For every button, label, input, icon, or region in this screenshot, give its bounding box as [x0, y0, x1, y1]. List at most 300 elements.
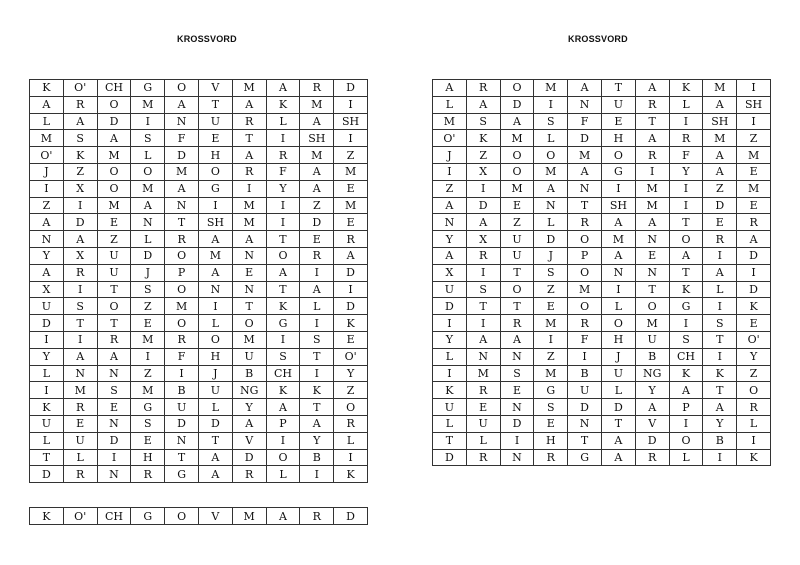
strip-cell: D	[334, 508, 368, 525]
grid-cell: J	[534, 247, 568, 264]
grid-cell: X	[30, 281, 64, 298]
grid-cell: T	[466, 298, 500, 315]
grid-cell: D	[334, 264, 368, 281]
grid-cell: A	[500, 113, 534, 130]
grid-cell: N	[635, 264, 669, 281]
grid-cell: A	[635, 80, 669, 97]
grid-cell: I	[534, 331, 568, 348]
grid-cell: Y	[232, 399, 266, 416]
grid-cell: NG	[232, 382, 266, 399]
grid-cell: I	[669, 415, 703, 432]
strip-cell: K	[30, 508, 64, 525]
grid-row	[433, 180, 771, 197]
grid-cell: E	[131, 432, 165, 449]
grid-cell: A	[300, 163, 334, 180]
grid-cell: I	[97, 449, 131, 466]
grid-row	[433, 130, 771, 147]
grid-cell: E	[97, 399, 131, 416]
grid-cell: N	[63, 365, 97, 382]
grid-cell: S	[300, 331, 334, 348]
grid-cell: O	[601, 315, 635, 332]
grid-cell: A	[198, 264, 232, 281]
grid-cell: U	[232, 348, 266, 365]
grid-cell: A	[232, 231, 266, 248]
grid-cell: O	[97, 163, 131, 180]
grid-cell: M	[30, 130, 64, 147]
grid-cell: R	[97, 331, 131, 348]
grid-cell: G	[568, 449, 602, 466]
grid-cell: M	[737, 180, 771, 197]
grid-cell: A	[30, 96, 64, 113]
grid-cell: R	[300, 247, 334, 264]
grid-cell: S	[131, 415, 165, 432]
grid-cell: O	[500, 163, 534, 180]
grid-cell: T	[568, 432, 602, 449]
grid-cell: T	[635, 113, 669, 130]
grid-cell: D	[466, 197, 500, 214]
grid-cell: J	[198, 365, 232, 382]
grid-cell: N	[198, 281, 232, 298]
grid-cell: N	[500, 348, 534, 365]
grid-cell: L	[601, 382, 635, 399]
grid-cell: E	[63, 415, 97, 432]
grid-cell: P	[165, 264, 199, 281]
grid-cell: L	[433, 415, 467, 432]
strip-row	[30, 508, 368, 525]
grid-cell: N	[30, 231, 64, 248]
grid-cell: I	[433, 365, 467, 382]
grid-cell: I	[737, 264, 771, 281]
grid-cell: K	[669, 281, 703, 298]
grid-cell: R	[534, 449, 568, 466]
grid-cell: R	[63, 466, 97, 483]
grid-cell: D	[198, 415, 232, 432]
grid-cell: M	[433, 113, 467, 130]
grid-cell: M	[635, 180, 669, 197]
grid-cell: I	[703, 449, 737, 466]
grid-cell: N	[601, 264, 635, 281]
grid-cell: E	[500, 197, 534, 214]
grid-row	[30, 80, 368, 97]
grid-cell: Z	[466, 147, 500, 164]
grid-cell: S	[534, 399, 568, 416]
grid-cell: I	[198, 298, 232, 315]
grid-cell: O	[334, 399, 368, 416]
grid-cell: M	[737, 147, 771, 164]
grid-cell: M	[534, 365, 568, 382]
grid-cell: O	[601, 147, 635, 164]
grid-cell: O	[669, 231, 703, 248]
grid-cell: N	[232, 281, 266, 298]
grid-cell: L	[266, 466, 300, 483]
grid-cell: L	[534, 214, 568, 231]
grid-cell: SH	[737, 96, 771, 113]
grid-cell: A	[601, 432, 635, 449]
grid-cell: I	[334, 96, 368, 113]
grid-cell: I	[131, 113, 165, 130]
grid-cell: SH	[601, 197, 635, 214]
grid-cell: E	[334, 214, 368, 231]
grid-cell: O	[500, 147, 534, 164]
grid-cell: M	[635, 315, 669, 332]
strip-cell: M	[232, 508, 266, 525]
grid-cell: I	[669, 315, 703, 332]
grid-cell: L	[737, 415, 771, 432]
grid-cell: A	[703, 147, 737, 164]
grid-row	[30, 466, 368, 483]
grid-cell: T	[232, 130, 266, 147]
grid-cell: L	[601, 298, 635, 315]
grid-cell: R	[466, 247, 500, 264]
grid-cell: B	[300, 449, 334, 466]
grid-row	[30, 264, 368, 281]
grid-cell: L	[30, 113, 64, 130]
grid-cell: R	[63, 96, 97, 113]
grid-cell: A	[703, 163, 737, 180]
grid-cell: M	[300, 96, 334, 113]
grid-cell: O	[97, 180, 131, 197]
grid-cell: T	[500, 264, 534, 281]
grid-cell: N	[97, 466, 131, 483]
grid-cell: T	[669, 264, 703, 281]
grid-row	[433, 163, 771, 180]
grid-cell: M	[703, 130, 737, 147]
grid-cell: R	[300, 80, 334, 97]
grid-cell: A	[635, 399, 669, 416]
grid-cell: R	[334, 231, 368, 248]
grid-cell: T	[300, 348, 334, 365]
grid-cell: O	[568, 231, 602, 248]
grid-cell: A	[165, 180, 199, 197]
grid-cell: I	[334, 281, 368, 298]
grid-cell: I	[669, 180, 703, 197]
grid-cell: O	[198, 163, 232, 180]
grid-cell: G	[601, 163, 635, 180]
grid-row	[30, 331, 368, 348]
grid-cell: A	[63, 231, 97, 248]
grid-cell: I	[266, 197, 300, 214]
grid-cell: J	[433, 147, 467, 164]
grid-cell: Z	[534, 281, 568, 298]
grid-row	[433, 415, 771, 432]
grid-cell: M	[232, 197, 266, 214]
left-puzzle-title: KROSSVORD	[177, 34, 237, 44]
grid-cell: R	[635, 147, 669, 164]
strip-cell: V	[198, 508, 232, 525]
grid-cell: U	[466, 415, 500, 432]
grid-cell: I	[334, 130, 368, 147]
grid-cell: X	[63, 180, 97, 197]
grid-cell: F	[165, 130, 199, 147]
grid-cell: A	[703, 96, 737, 113]
strip-cell: R	[300, 508, 334, 525]
grid-cell: N	[165, 432, 199, 449]
grid-cell: O	[635, 298, 669, 315]
grid-cell: A	[300, 113, 334, 130]
grid-cell: L	[669, 96, 703, 113]
grid-cell: O'	[737, 331, 771, 348]
grid-cell: E	[334, 331, 368, 348]
grid-cell: U	[30, 298, 64, 315]
grid-cell: O	[568, 298, 602, 315]
grid-cell: A	[635, 214, 669, 231]
grid-cell: K	[737, 298, 771, 315]
grid-cell: I	[266, 130, 300, 147]
grid-cell: O	[500, 281, 534, 298]
grid-cell: M	[63, 382, 97, 399]
grid-cell: O	[534, 147, 568, 164]
grid-cell: R	[737, 214, 771, 231]
grid-cell: A	[198, 466, 232, 483]
grid-cell: E	[703, 214, 737, 231]
grid-cell: M	[703, 80, 737, 97]
grid-cell: I	[534, 96, 568, 113]
grid-cell: L	[466, 432, 500, 449]
grid-cell: A	[300, 180, 334, 197]
grid-cell: R	[334, 415, 368, 432]
grid-cell: D	[568, 399, 602, 416]
grid-cell: U	[568, 382, 602, 399]
grid-cell: D	[433, 449, 467, 466]
grid-row	[433, 113, 771, 130]
grid-cell: R	[737, 399, 771, 416]
grid-cell: A	[635, 130, 669, 147]
grid-cell: N	[165, 113, 199, 130]
grid-cell: T	[198, 432, 232, 449]
grid-cell: I	[63, 281, 97, 298]
grid-cell: B	[165, 382, 199, 399]
grid-cell: E	[198, 130, 232, 147]
grid-cell: M	[97, 197, 131, 214]
grid-cell: M	[300, 147, 334, 164]
grid-cell: U	[97, 247, 131, 264]
grid-row	[433, 315, 771, 332]
grid-cell: M	[334, 197, 368, 214]
grid-cell: CH	[266, 365, 300, 382]
grid-cell: D	[232, 449, 266, 466]
grid-cell: N	[433, 214, 467, 231]
grid-cell: J	[30, 163, 64, 180]
grid-cell: K	[737, 449, 771, 466]
grid-cell: G	[165, 466, 199, 483]
grid-row	[433, 231, 771, 248]
grid-row	[30, 197, 368, 214]
grid-cell: N	[97, 415, 131, 432]
grid-cell: A	[30, 264, 64, 281]
grid-cell: I	[266, 432, 300, 449]
grid-cell: O	[165, 247, 199, 264]
grid-cell: Z	[131, 365, 165, 382]
grid-cell: N	[500, 449, 534, 466]
grid-cell: A	[669, 382, 703, 399]
grid-cell: A	[198, 449, 232, 466]
grid-cell: O	[198, 331, 232, 348]
grid-cell: R	[635, 96, 669, 113]
grid-row	[30, 348, 368, 365]
grid-cell: K	[669, 365, 703, 382]
grid-cell: Z	[500, 214, 534, 231]
grid-row	[30, 399, 368, 416]
grid-cell: N	[131, 214, 165, 231]
strip-cell: G	[131, 508, 165, 525]
right-puzzle-title: KROSSVORD	[568, 34, 628, 44]
grid-cell: E	[534, 298, 568, 315]
grid-cell: SH	[703, 113, 737, 130]
grid-cell: S	[131, 130, 165, 147]
grid-cell: M	[165, 298, 199, 315]
grid-cell: O'	[63, 80, 97, 97]
grid-row	[433, 348, 771, 365]
grid-cell: I	[433, 315, 467, 332]
grid-row	[433, 214, 771, 231]
bottom-letter-strip	[29, 507, 368, 525]
grid-cell: S	[466, 113, 500, 130]
grid-cell: D	[300, 214, 334, 231]
grid-cell: D	[703, 197, 737, 214]
grid-cell: T	[433, 432, 467, 449]
grid-cell: E	[466, 399, 500, 416]
grid-cell: D	[737, 281, 771, 298]
grid-cell: SH	[300, 130, 334, 147]
grid-cell: R	[568, 214, 602, 231]
grid-cell: G	[669, 298, 703, 315]
grid-cell: D	[737, 247, 771, 264]
grid-row	[433, 365, 771, 382]
grid-cell: R	[232, 163, 266, 180]
grid-cell: NG	[635, 365, 669, 382]
grid-cell: N	[232, 247, 266, 264]
grid-row	[30, 432, 368, 449]
grid-cell: X	[466, 231, 500, 248]
grid-cell: E	[737, 163, 771, 180]
grid-cell: M	[568, 147, 602, 164]
grid-cell: S	[669, 331, 703, 348]
grid-cell: G	[534, 382, 568, 399]
grid-cell: D	[165, 415, 199, 432]
grid-cell: Y	[30, 348, 64, 365]
grid-cell: O	[568, 264, 602, 281]
grid-cell: L	[433, 96, 467, 113]
grid-cell: I	[300, 264, 334, 281]
grid-cell: N	[635, 231, 669, 248]
grid-row	[30, 130, 368, 147]
grid-cell: CH	[669, 348, 703, 365]
grid-cell: E	[232, 264, 266, 281]
grid-cell: I	[466, 180, 500, 197]
grid-cell: S	[63, 298, 97, 315]
grid-cell: L	[198, 315, 232, 332]
grid-row	[30, 231, 368, 248]
grid-cell: H	[601, 130, 635, 147]
grid-cell: D	[534, 231, 568, 248]
grid-cell: U	[433, 281, 467, 298]
grid-cell: R	[63, 264, 97, 281]
grid-cell: Y	[433, 231, 467, 248]
grid-cell: X	[466, 163, 500, 180]
grid-cell: A	[97, 130, 131, 147]
grid-cell: I	[300, 365, 334, 382]
grid-cell: T	[703, 331, 737, 348]
grid-cell: Y	[30, 247, 64, 264]
grid-row	[433, 449, 771, 466]
grid-cell: M	[131, 180, 165, 197]
grid-cell: I	[568, 348, 602, 365]
grid-cell: O	[165, 80, 199, 97]
grid-cell: I	[737, 113, 771, 130]
grid-cell: I	[266, 331, 300, 348]
grid-cell: K	[466, 130, 500, 147]
grid-cell: T	[232, 298, 266, 315]
grid-cell: F	[266, 163, 300, 180]
grid-cell: F	[165, 348, 199, 365]
grid-cell: A	[568, 163, 602, 180]
grid-cell: Z	[334, 147, 368, 164]
grid-cell: E	[500, 382, 534, 399]
grid-cell: O	[266, 449, 300, 466]
grid-cell: J	[601, 348, 635, 365]
grid-cell: Y	[266, 180, 300, 197]
grid-cell: E	[534, 415, 568, 432]
grid-cell: R	[466, 80, 500, 97]
grid-cell: K	[30, 399, 64, 416]
grid-cell: E	[737, 315, 771, 332]
grid-cell: U	[198, 113, 232, 130]
grid-cell: I	[737, 432, 771, 449]
grid-cell: SH	[198, 214, 232, 231]
grid-cell: T	[703, 382, 737, 399]
grid-cell: SH	[334, 113, 368, 130]
grid-cell: I	[300, 315, 334, 332]
grid-cell: O	[232, 315, 266, 332]
grid-cell: T	[669, 214, 703, 231]
grid-cell: P	[266, 415, 300, 432]
grid-cell: K	[266, 96, 300, 113]
grid-cell: T	[300, 399, 334, 416]
grid-cell: A	[300, 281, 334, 298]
strip-cell: A	[266, 508, 300, 525]
grid-cell: A	[266, 80, 300, 97]
grid-cell: G	[131, 399, 165, 416]
grid-cell: E	[97, 214, 131, 231]
grid-cell: R	[669, 130, 703, 147]
grid-cell: F	[568, 331, 602, 348]
grid-cell: N	[165, 197, 199, 214]
grid-row	[30, 96, 368, 113]
grid-cell: A	[568, 80, 602, 97]
grid-cell: R	[568, 315, 602, 332]
grid-cell: L	[334, 432, 368, 449]
grid-cell: V	[635, 415, 669, 432]
grid-cell: N	[568, 96, 602, 113]
grid-cell: T	[97, 315, 131, 332]
grid-cell: I	[500, 432, 534, 449]
grid-cell: U	[97, 264, 131, 281]
grid-cell: F	[568, 113, 602, 130]
grid-cell: L	[703, 281, 737, 298]
grid-row	[433, 264, 771, 281]
grid-cell: D	[30, 315, 64, 332]
grid-cell: S	[534, 264, 568, 281]
grid-cell: S	[266, 348, 300, 365]
grid-cell: A	[232, 147, 266, 164]
grid-cell: A	[300, 415, 334, 432]
grid-cell: I	[635, 163, 669, 180]
grid-cell: S	[97, 382, 131, 399]
grid-cell: K	[266, 298, 300, 315]
grid-cell: U	[500, 247, 534, 264]
grid-row	[30, 449, 368, 466]
grid-cell: H	[131, 449, 165, 466]
